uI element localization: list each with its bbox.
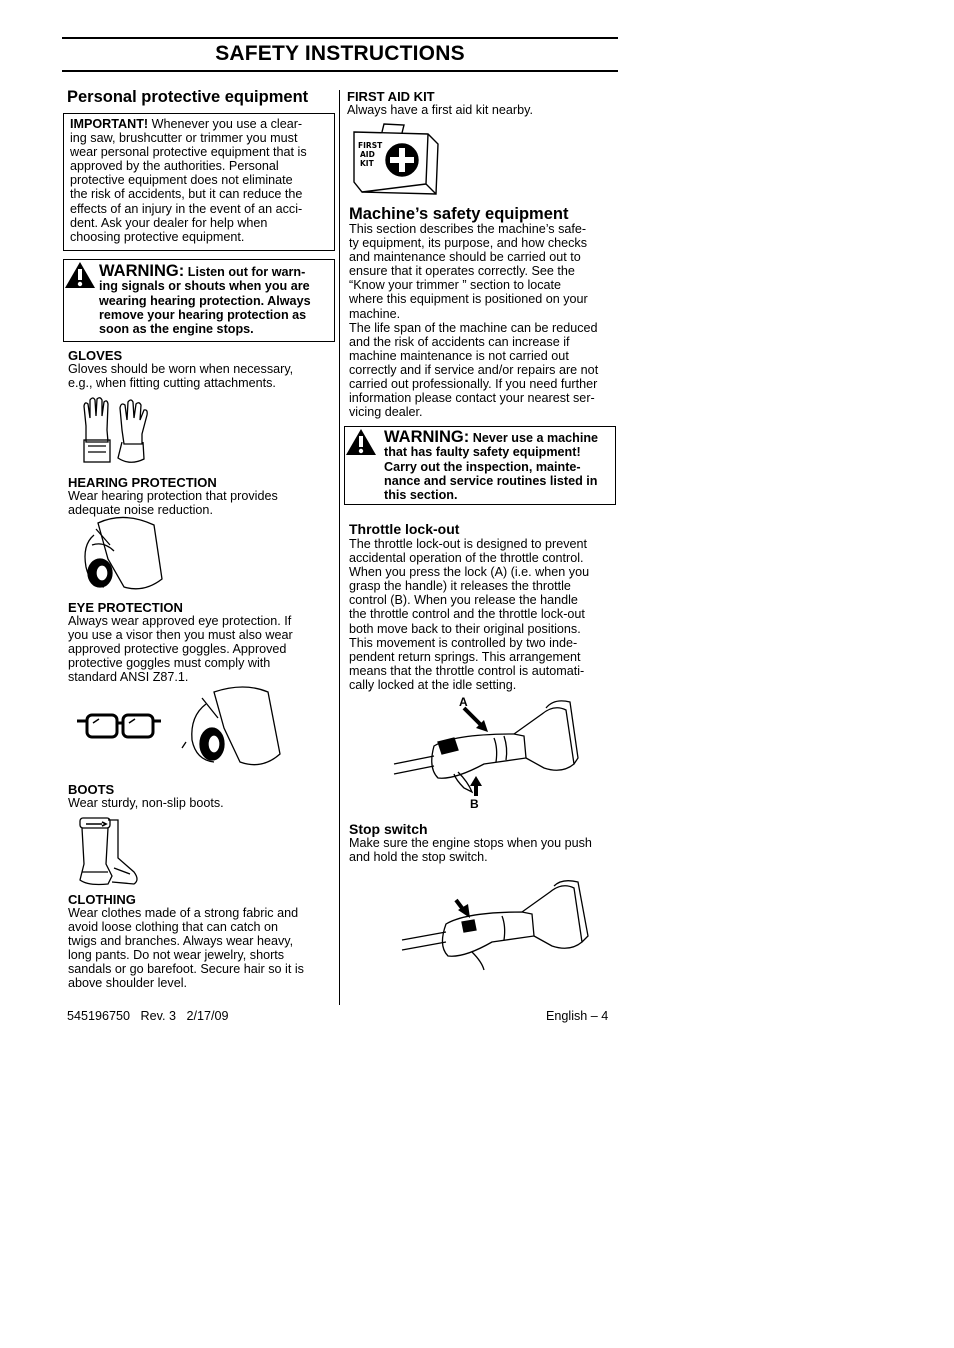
header-bottom-rule [62,70,618,72]
hearing-text: Wear hearing protection that provides adequate noise reduction. [68,489,278,518]
boots-text: Wear sturdy, non‑slip boots. [68,796,224,810]
warning-faulty-text: WARNING: Never use a machine that has faulty safety equipment! Carry out the inspection, mainte- nance and service routines listed in this section. [384,428,599,503]
warning-triangle-icon [64,261,96,289]
footer-page: English – 4 [546,1009,609,1023]
warning-hearing-text: WARNING: Listen out for warn- ing signals or shouts when you are wearing hearing protection. Always remove your hearing protection as soon as the engine stops. [99,262,311,337]
gloves-heading: GLOVES [68,348,123,363]
gloves-text: Gloves should be worn when necessary, e.g., when fitting cutting attachments. [68,362,294,391]
machine-safety-heading: Machine’s safety equipment [349,205,569,223]
warning-label: WARNING: [99,262,185,280]
label-b: B [470,797,479,811]
clothing-text: Wear clothes made of a strong fabric and avoid loose clothing that can catch on twigs and branches. Always wear heavy, long pants. Do not wear jewelry, shorts sandals or go barefoot. Secure hair so it is above shoulder level. [68,906,304,991]
warning-triangle-icon [345,428,377,456]
important-label: IMPORTANT! [70,117,149,131]
throttle-handle-illustration [394,698,584,798]
warning-label: WARNING: [384,428,470,446]
first-aid-text: Always have a first aid kit nearby. [347,103,533,117]
hearing-heading: HEARING PROTECTION [68,475,217,490]
eye-heading: EYE PROTECTION [68,600,183,615]
first-aid-heading: FIRST AID KIT [347,89,435,104]
important-text: IMPORTANT! Whenever you use a clear- ing saw, brushcutter or trimmer you must wear personal protective equipment that is approved by the authorities. Personal protective equipment does not eliminate the risk of accidents, but it can reduce the effects of an injury in the event of an acci- dent. Ask your dealer for help when choosing protective equipment. [70,117,307,244]
column-divider [339,90,340,1005]
goggles-icon [75,711,163,741]
stop-switch-heading: Stop switch [349,821,428,837]
footer-doc-id: 545196750 Rev. 3 2/17/09 [67,1009,229,1023]
hearing-protection-icon [74,515,166,591]
gloves-icon [78,396,154,466]
kit-label-aid: AID [360,150,375,159]
eye-text: Always wear approved eye protection. If you use a visor then you must also wear approved protective goggles. Approved protective goggles must comply with standard ANSI Z87.1. [68,614,293,685]
clothing-heading: CLOTHING [68,892,136,907]
label-a: A [459,695,468,709]
machine-safety-text: This section describes the machine’s safe- ty equipment, its purpose, and how checks and maintenance should be carried out to ensure that it operates correctly. See the “Know your trimmer ” section to locate where this equipment is positioned on your machine. The life span of the machine can be reduced and the risk of accidents can increase if machine maintenance is not carried out correctly and if service and/or repairs are not carried out professionally. If you need further information please contact your nearest ser- vicing dealer. [349,222,599,420]
stop-switch-illustration [402,880,592,972]
header-top-rule [62,37,618,39]
throttle-text: The throttle lock‑out is designed to prevent accidental operation of the throttle control. When you press the lock (A) (i.e. when you grasp the handle) it releases the throttle control (B). When you release the handle the throttle control and the throttle lock‑out both move back to their original positions. This movement is controlled by two inde- pendent return springs. This arrangement means that the throttle control is automati- cally locked at the idle setting. [349,537,590,692]
visor-icon [178,682,284,768]
first-aid-kit-icon [352,120,442,196]
kit-label-kit: KIT [360,159,374,168]
boots-icon [78,816,142,888]
boots-heading: BOOTS [68,782,115,797]
ppe-heading: Personal protective equipment [67,88,309,106]
page-title: SAFETY INSTRUCTIONS [215,42,465,65]
throttle-heading: Throttle lock‑out [349,521,460,537]
stop-switch-text: Make sure the engine stops when you push and hold the stop switch. [349,836,592,865]
kit-label-first: FIRST [358,141,383,150]
